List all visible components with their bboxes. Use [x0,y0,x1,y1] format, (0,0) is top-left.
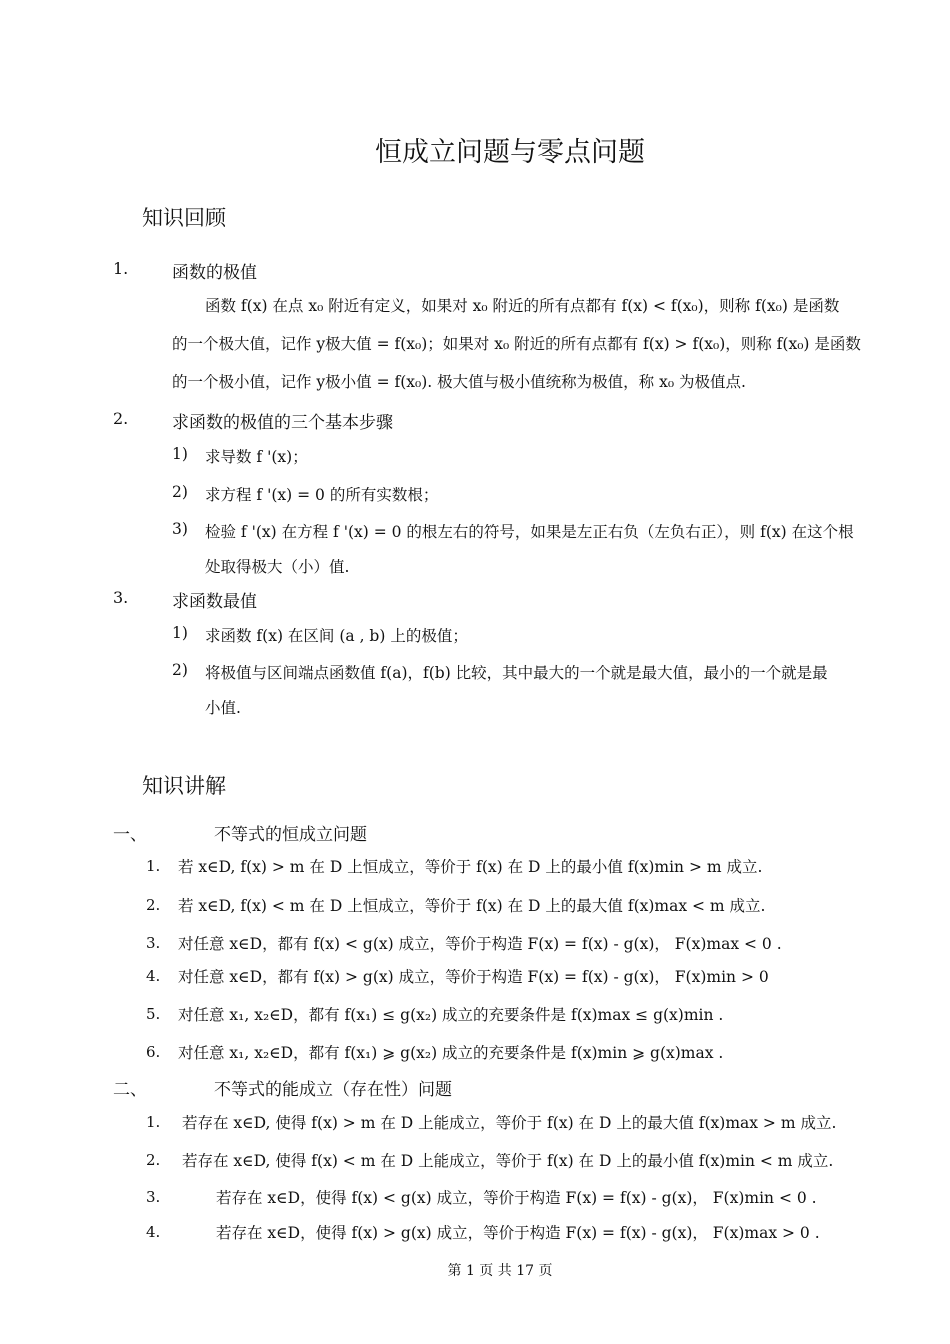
item-heading: 求函数的极值的三个基本步骤 [172,413,393,433]
part-heading: 不等式的能成立（存在性）问题 [214,1080,452,1100]
list-number: 3. [146,1188,161,1206]
step-text: 求方程 f '(x) = 0 的所有实数根； [205,486,439,504]
step-number: 3) [172,520,188,538]
part-number: 一、 [113,825,147,845]
list-number: 4. [146,967,161,985]
item-number: 2. [113,409,129,428]
page-title: 恒成立问题与零点问题 [375,137,645,168]
list-item: 若存在 x∈D, 使得 f(x) > m 在 D 上能成立，等价于 f(x) 在 D 上的最大值 f(x)max > m 成立. [182,1114,837,1132]
list-item: 对任意 x₁, x₂∈D，都有 f(x₁) ≤ g(x₂) 成立的充要条件是 f(x)max ≤ g(x)min . [178,1006,724,1024]
paragraph-line: 的一个极大值，记作 y极大值 = f(x₀)；如果对 x₀ 附近的所有点都有 f(x) > f(x₀)，则称 f(x₀) 是函数 [172,335,861,353]
item-heading: 函数的极值 [172,263,257,283]
item-number: 3. [113,588,129,607]
step-number: 2) [172,661,188,679]
step-text: 求导数 f '(x)； [205,448,308,466]
list-item: 若存在 x∈D, 使得 f(x) < m 在 D 上能成立，等价于 f(x) 在 D 上的最小值 f(x)min < m 成立. [182,1152,834,1170]
list-item: 对任意 x∈D，都有 f(x) < g(x) 成立，等价于构造 F(x) = f(x) - g(x)， F(x)max < 0 . [178,935,782,953]
list-item: 若存在 x∈D，使得 f(x) < g(x) 成立，等价于构造 F(x) = f(x) - g(x)， F(x)min < 0 . [216,1189,817,1207]
item-number: 1. [113,259,129,278]
part-number: 二、 [113,1080,147,1100]
list-number: 6. [146,1043,161,1061]
list-number: 1. [146,1113,161,1131]
section-heading-review: 知识回顾 [142,206,226,230]
step-text: 小值. [205,699,241,717]
part-heading: 不等式的恒成立问题 [214,825,367,845]
list-number: 5. [146,1005,161,1023]
step-text: 处取得极大（小）值. [205,558,350,576]
step-number: 1) [172,624,188,642]
step-text: 求函数 f(x) 在区间 (a , b) 上的极值； [205,627,468,645]
list-number: 2. [146,896,161,914]
list-item: 若存在 x∈D，使得 f(x) > g(x) 成立，等价于构造 F(x) = f(x) - g(x)， F(x)max > 0 . [216,1224,820,1242]
list-number: 3. [146,934,161,952]
list-item: 若 x∈D, f(x) > m 在 D 上恒成立，等价于 f(x) 在 D 上的最小值 f(x)min > m 成立. [178,858,763,876]
step-number: 1) [172,445,188,463]
list-item: 若 x∈D, f(x) < m 在 D 上恒成立，等价于 f(x) 在 D 上的最大值 f(x)max < m 成立. [178,897,766,915]
list-item: 对任意 x₁, x₂∈D，都有 f(x₁) ⩾ g(x₂) 成立的充要条件是 f(x)min ⩾ g(x)max . [178,1044,724,1062]
section-heading-explain: 知识讲解 [142,774,226,798]
paragraph-line: 函数 f(x) 在点 x₀ 附近有定义，如果对 x₀ 附近的所有点都有 f(x) < f(x₀)，则称 f(x₀) 是函数 [205,297,840,315]
list-item: 对任意 x∈D，都有 f(x) > g(x) 成立，等价于构造 F(x) = f(x) - g(x)， F(x)min > 0 [178,968,769,986]
step-number: 2) [172,483,188,501]
step-text: 检验 f '(x) 在方程 f '(x) = 0 的根左右的符号，如果是左正右负（左负右正），则 f(x) 在这个根 [205,523,854,541]
list-number: 2. [146,1151,161,1169]
list-number: 1. [146,857,161,875]
page-footer: 第 1 页 共 17 页 [447,1263,553,1279]
paragraph-line: 的一个极小值，记作 y极小值 = f(x₀). 极大值与极小值统称为极值，称 x₀ 为极值点. [172,373,746,391]
item-heading: 求函数最值 [172,592,257,612]
step-text: 将极值与区间端点函数值 f(a)，f(b) 比较，其中最大的一个就是最大值，最小的一个就是最 [205,664,828,682]
list-number: 4. [146,1223,161,1241]
